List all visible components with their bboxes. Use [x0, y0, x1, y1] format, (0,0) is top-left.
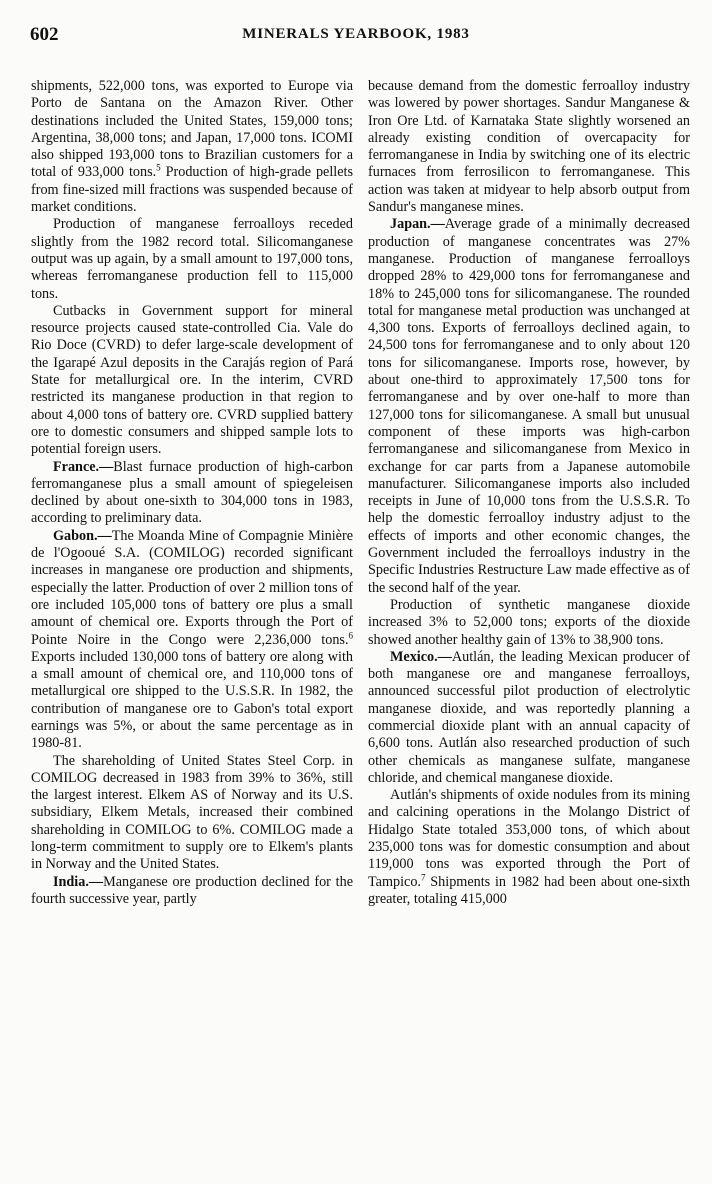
section-heading: France.—: [53, 458, 114, 475]
paragraph-text-continued: Shipments in 1982 had been about one-sixth greater, totaling 415,000: [368, 873, 690, 907]
paragraph: [31, 78, 353, 216]
paragraph: [368, 649, 690, 787]
paragraph-text: The Moanda Mine of Compagnie Minière de l'Ogooué S.A. (COMILOG) recorded significant increases in manganese ore production and shipments, especially the latter. Production of over 2 million tons of ore included 105,000 tons of battery ore plus a small amount of chemical ore. Exports through the Port of Pointe Noire in the Congo were 2,236,000 tons.: [31, 527, 353, 648]
paragraph: [368, 787, 690, 908]
page-header: [30, 24, 682, 50]
section-heading: India.—: [53, 873, 104, 890]
page-number: 602: [30, 24, 59, 45]
footnote-ref: 6: [348, 629, 353, 640]
section-heading: Gabon.—: [53, 527, 112, 544]
paragraph: [31, 216, 353, 302]
paragraph-text: Blast furnace production of high-carbon ferromanganese plus a small amount of spiegeleisen declined by about one-sixth to 304,000 tons in 1983, according to preliminary data.: [31, 458, 353, 527]
left-column: [31, 78, 353, 908]
paragraph-text: shipments, 522,000 tons, was exported to Europe via Porto de Santana on the Amazon River. Other destinations included the United States, 159,000 tons; Argentina, 38,000 tons; and Japan, 17,000 tons. ICOMI also shipped 193,000 tons to Brazilian customers for a total of 933,000 tons.: [31, 78, 353, 181]
footnote-ref: 7: [420, 871, 426, 882]
paragraph: [31, 303, 353, 459]
paragraph: [31, 753, 353, 874]
paragraph-text: Manganese ore production declined for the fourth successive year, partly: [31, 873, 353, 907]
paragraph-text: Cutbacks in Government support for mineral resource projects caused state-controlled Cia. Vale do Rio Doce (CVRD) to defer large-scale development of the Igarapé Azul deposits in the Carajás region of Pará State for metallurgical ore. In the interim, CVRD restricted its manganese production in that region to about 4,000 tons of battery ore. CVRD supplied battery ore to domestic consumers and shipped sample lots to potential foreign users.: [31, 302, 353, 458]
footnote-ref: 5: [156, 162, 161, 173]
paragraph: [368, 597, 690, 649]
running-title: MINERALS YEARBOOK, 1983: [242, 26, 470, 42]
paragraph-text: Production of manganese ferroalloys receded slightly from the 1982 record total. Silicomanganese output was up again, by a small amount to 197,000 tons, whereas ferromanganese production fell to 115,000 tons.: [31, 216, 353, 302]
paragraph-text: Production of synthetic manganese dioxide increased 3% to 52,000 tons; exports of the dioxide showed another healthy gain of 13% to 38,900 tons.: [368, 596, 690, 648]
paragraph: [31, 528, 353, 753]
paragraph: [31, 459, 353, 528]
paragraph: [368, 216, 690, 597]
paragraph-text-continued: Production of high-grade pellets from fine-sized mill fractions was suspended because of market conditions.: [31, 164, 354, 216]
section-heading: Mexico.—: [390, 648, 452, 665]
paragraph-text: The shareholding of United States Steel Corp. in COMILOG decreased in 1983 from 39% to 36%, still the largest interest. Elkem AS of Norway and its U.S. subsidiary, Elkem Metals, increased their combined shareholding in COMILOG to 6%. COMILOG made a long-term commitment to supply ore to Elkem's plants in Norway and the United States.: [31, 752, 353, 873]
paragraph: [368, 78, 690, 216]
right-column: [368, 78, 690, 908]
paragraph-text: Autlán, the leading Mexican producer of both manganese ore and manganese ferroalloys, announced successful pilot production of electrolytic manganese dioxide, and was reportedly planning a commercial dioxide plant with an annual capacity of 6,600 tons. Autlán also researched production of such other chemicals as manganese sulfate, manganese chloride, and chemical manganese dioxide.: [368, 648, 690, 786]
paragraph-text: Average grade of a minimally decreased production of manganese concentrates was 27% manganese. Production of manganese ferroalloys dropped 28% to 429,000 tons for ferromanganese and 18% to 245,000 tons for silicomanganese. The rounded total for manganese metal production was unchanged at 4,300 tons. Exports of ferroalloys declined again, to 24,500 tons for ferromanganese and to only about 120 tons for silicomanganese. Imports rose, however, by about one-third to approximately 17,500 tons for ferromanganese and by over one-half to more than 127,000 tons for silicomanganese. A small but unusual component of these imports was high-carbon ferromanganese and silicomanganese from Mexico in exchange for car parts from a Japanese automobile manufacturer. Silicomanganese imports also included receipts in June of 10,000 tons from the U.S.S.R. To help the domestic ferroalloy industry adjust to the effects of imports and other economic changes, the Government included the ferroalloys industry in the Specific Industries Restructure Law made effective as of the second half of the year.: [368, 216, 690, 596]
paragraph-text: because demand from the domestic ferroalloy industry was lowered by power shortages. Sandur Manganese & Iron Ore Ltd. of Karnataka State slightly worsened an already existing condition of overcapacity for ferromanganese in India by switching one of its electric furnaces from ferrosilicon to ferromanganese. This action was taken at midyear to help absorb output from Sandur's manganese mines.: [368, 78, 690, 216]
paragraph-text-continued: Exports included 130,000 tons of battery ore along with a small amount of chemical ore, and 110,000 tons of metallurgical ore shipped to the U.S.S.R. In 1982, the contribution of manganese ore to Gabon's total export earnings was 5%, or about the same percentage as in 1980-81.: [31, 648, 353, 752]
paragraph: [31, 874, 353, 909]
section-heading: Japan.—: [390, 216, 445, 233]
paragraph-text: Autlán's shipments of oxide nodules from its mining and calcining operations in the Molango District of Hidalgo State totaled 353,000 tons, of which about 235,000 tons was for domestic consumption and about 119,000 tons was exported through the Port of Tampico.: [368, 787, 690, 890]
